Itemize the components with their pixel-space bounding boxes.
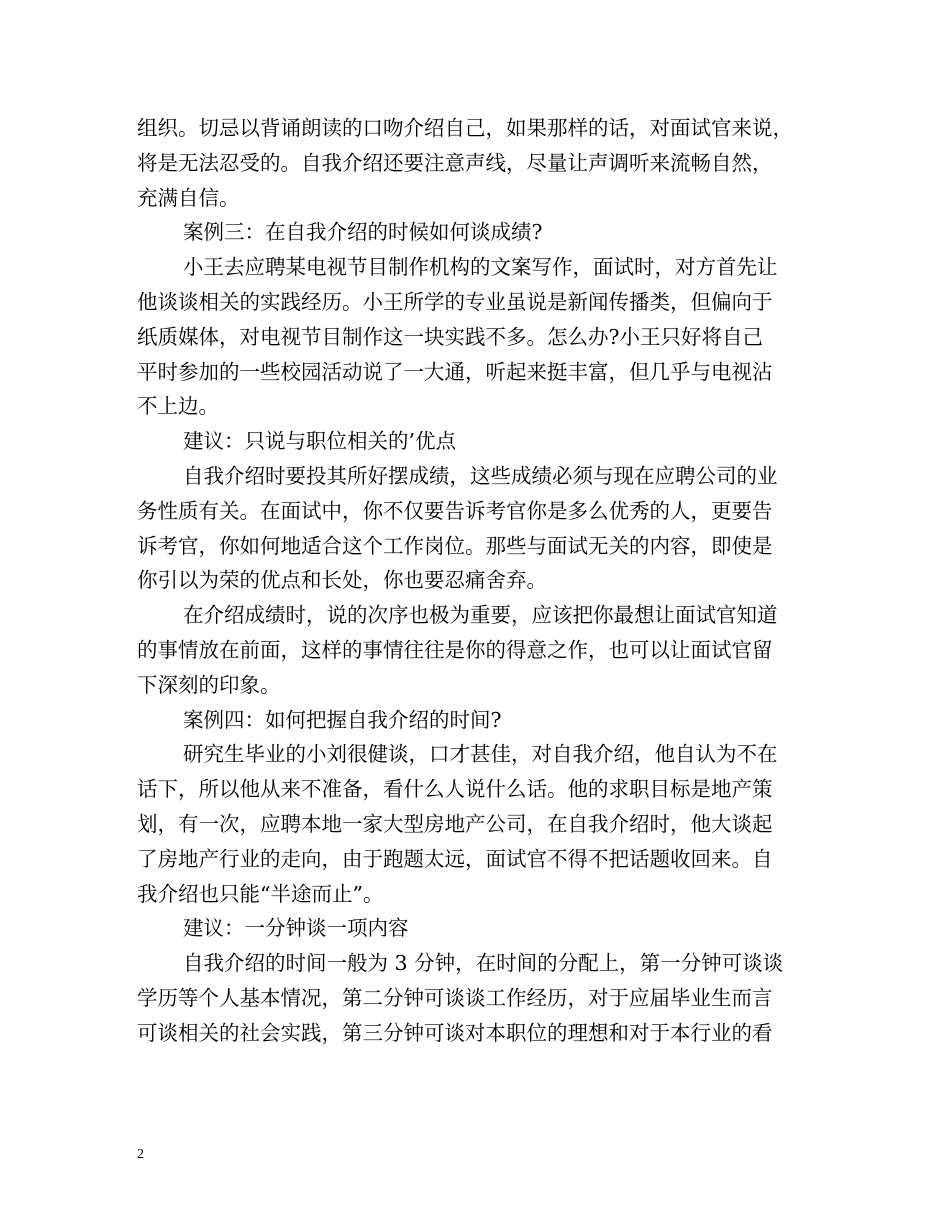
text-line: 划，有一次，应聘本地一家大型房地产公司，在自我介绍时，他大谈起 bbox=[137, 811, 773, 836]
text-line: 在介绍成绩时，说的次序也极为重要，应该把你最想让面试官知道 bbox=[183, 603, 778, 628]
body-text bbox=[137, 111, 837, 1051]
text-line: 自我介绍的时间一般为 3 分钟，在时间的分配上，第一分钟可谈谈 bbox=[183, 951, 784, 976]
text-line: 纸质媒体，对电视节目制作这一块实践不多。怎么办?小王只好将自己 bbox=[137, 324, 763, 349]
text-line: 案例三：在自我介绍的时候如何谈成绩? bbox=[183, 220, 543, 245]
text-line: 研究生毕业的小刘很健谈，口才甚佳，对自我介绍，他自认为不在 bbox=[183, 742, 778, 767]
text-line: 建议：只说与职位相关的’优点 bbox=[183, 429, 457, 454]
text-line: 不上边。 bbox=[137, 394, 219, 419]
text-line: 了房地产行业的走向，由于跑题太远，面试官不得不把话题收回来。自 bbox=[137, 846, 773, 871]
page-number: 2 bbox=[137, 1147, 144, 1162]
text-line: 下深刻的印象。 bbox=[137, 672, 281, 697]
text-line: 话下，所以他从来不准备，看什么人说什么话。他的求职目标是地产策 bbox=[137, 777, 773, 802]
text-line: 务性质有关。在面试中，你不仅要告诉考官你是多么优秀的人，更要告 bbox=[137, 498, 773, 523]
text-line: 学历等个人基本情况，第二分钟可谈谈工作经历，对于应届毕业生而言 bbox=[137, 985, 773, 1010]
text-line: 你引以为荣的优点和长处，你也要忍痛舍弃。 bbox=[137, 568, 547, 593]
text-line: 他谈谈相关的实践经历。小王所学的专业虽说是新闻传播类，但偏向于 bbox=[137, 289, 773, 314]
text-line: 充满自信。 bbox=[137, 185, 240, 210]
text-line: 将是无法忍受的。自我介绍还要注意声线，尽量让声调听来流畅自然， bbox=[137, 150, 773, 175]
text-line: 建议：一分钟谈一项内容 bbox=[183, 916, 409, 941]
text-line: 我介绍也只能“半途而止”。 bbox=[137, 881, 384, 906]
text-line: 自我介绍时要投其所好摆成绩，这些成绩必须与现在应聘公司的业 bbox=[183, 463, 778, 488]
text-line: 诉考官，你如何地适合这个工作岗位。那些与面试无关的内容，即使是 bbox=[137, 533, 773, 558]
text-line: 可谈相关的社会实践，第三分钟可谈对本职位的理想和对于本行业的看 bbox=[137, 1020, 773, 1045]
text-line: 的事情放在前面，这样的事情往往是你的得意之作，也可以让面试官留 bbox=[137, 637, 773, 662]
text-line: 案例四：如何把握自我介绍的时间? bbox=[183, 707, 502, 732]
text-line: 小王去应聘某电视节目制作机构的文案写作，面试时，对方首先让 bbox=[183, 255, 778, 280]
text-line: 平时参加的一些校园活动说了一大通，听起来挺丰富，但几乎与电视沾 bbox=[137, 359, 773, 384]
text-line: 组织。切忌以背诵朗读的口吻介绍自己，如果那样的话，对面试官来说， bbox=[137, 116, 793, 140]
